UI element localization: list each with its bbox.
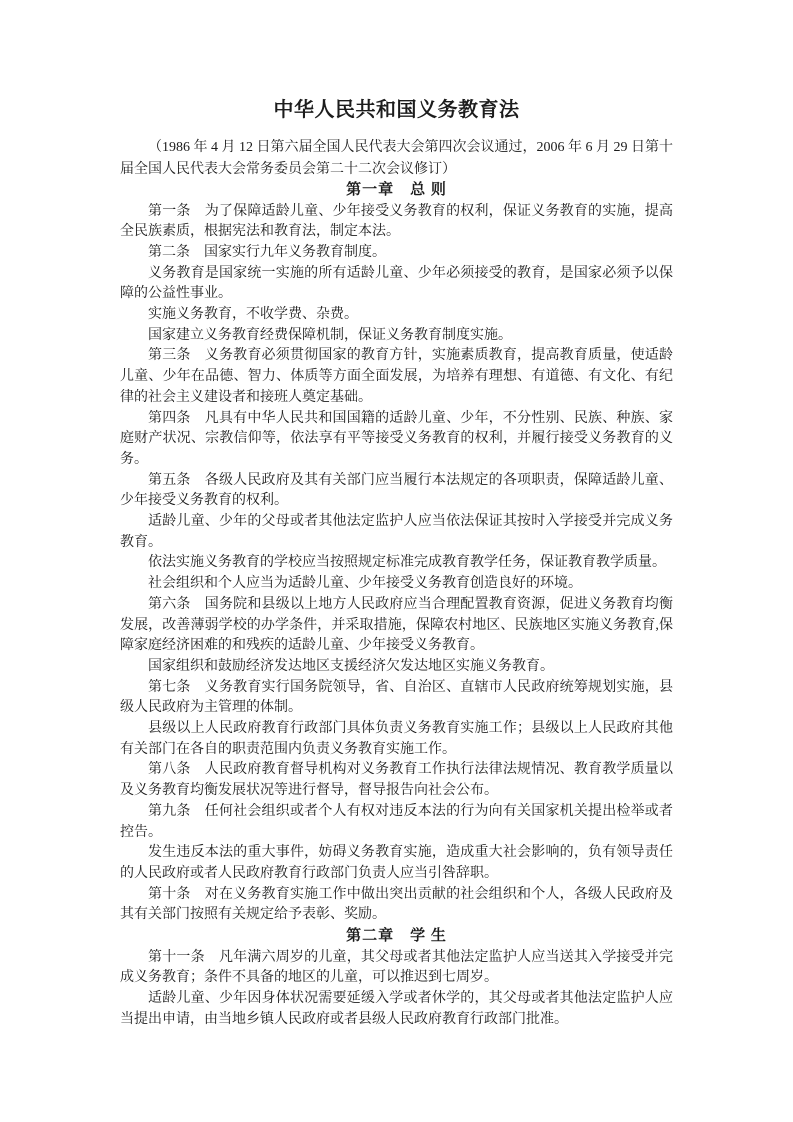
paragraph: 第六条 国务院和县级以上地方人民政府应当合理配置教育资源，促进义务教育均衡发展，改善薄弱学校的办学条件，并采取措施，保障农村地区、民族地区实施义务教育,保障家庭经济困难的和残疾的适龄儿童、少年接受义务教育。	[120, 596, 673, 654]
paragraph: 第十条 对在义务教育实施工作中做出突出贡献的社会组织和个人，各级人民政府及其有关部门按照有关规定给予表彰、奖励。	[120, 886, 673, 923]
paragraph: 第十一条 凡年满六周岁的儿童，其父母或者其他法定监护人应当送其入学接受并完成义务教育；条件不具备的地区的儿童，可以推迟到七周岁。	[120, 949, 673, 986]
paragraph: 第七条 义务教育实行国务院领导，省、自治区、直辖市人民政府统筹规划实施，县级人民政府为主管理的体制。	[120, 679, 673, 716]
paragraph: 第二条 国家实行九年义务教育制度。	[148, 244, 386, 260]
paragraph: 依法实施义务教育的学校应当按照规定标准完成教育教学任务，保证教育教学质量。	[148, 555, 666, 571]
paragraph: 第五条 各级人民政府及其有关部门应当履行本法规定的各项职责，保障适龄儿童、少年接受义务教育的权利。	[120, 472, 673, 509]
paragraph: 实施义务教育，不收学费、杂费。	[148, 307, 358, 323]
paragraph: 社会组织和个人应当为适龄儿童、少年接受义务教育创造良好的环境。	[148, 576, 582, 592]
chapter-heading: 第一章 总 则	[346, 182, 447, 198]
document-title: 中华人民共和国义务教育法	[273, 99, 520, 121]
paragraph: 适龄儿童、少年的父母或者其他法定监护人应当依法保证其按时入学接受并完成义务教育。	[120, 514, 673, 550]
document-content	[120, 96, 673, 1030]
paragraph: 第一条 为了保障适龄儿童、少年接受义务教育的权利，保证义务教育的实施，提高全民族素质，根据宪法和教育法，制定本法。	[120, 203, 673, 240]
chapter-heading: 第二章 学 生	[346, 928, 447, 945]
paragraph: 义务教育是国家统一实施的所有适龄儿童、少年必须接受的教育，是国家必须予以保障的公益性事业。	[120, 265, 673, 302]
paragraph: 第三条 义务教育必须贯彻国家的教育方针，实施素质教育，提高教育质量，使适龄儿童、少年在品德、智力、体质等方面全面发展，为培养有理想、有道德、有文化、有纪律的社会主义建设者和接班人奠定基础。	[120, 348, 673, 405]
paragraph: 适龄儿童、少年因身体状况需要延缓入学或者休学的，其父母或者其他法定监护人应当提出申请，由当地乡镇人民政府或者县级人民政府教育行政部门批准。	[120, 991, 673, 1027]
paragraph: 国家组织和鼓励经济发达地区支援经济欠发达地区实施义务教育。	[148, 658, 554, 674]
paragraph: 发生违反本法的重大事件，妨碍义务教育实施，造成重大社会影响的，负有领导责任的人民政府或者人民政府教育行政部门负责人应当引咎辞职。	[120, 845, 673, 881]
chapters-container	[120, 180, 673, 1030]
paragraph: 第九条 任何社会组织或者个人有权对违反本法的行为向有关国家机关提出检举或者控告。	[120, 803, 673, 840]
document-preamble: （1986 年 4 月 12 日第六届全国人民代表大会第四次会议通过，2006 年 6 月 29 日第十届全国人民代表大会常务委员会第二十二次会议修订）	[120, 140, 673, 177]
paragraph: 县级以上人民政府教育行政部门具体负责义务教育实施工作；县级以上人民政府其他有关部门在各自的职责范围内负责义务教育实施工作。	[120, 721, 673, 757]
paragraph: 国家建立义务教育经费保障机制，保证义务教育制度实施。	[148, 327, 512, 343]
paragraph: 第八条 人民政府教育督导机构对义务教育工作执行法律法规情况、教育教学质量以及义务教育均衡发展状况等进行督导，督导报告向社会公布。	[120, 762, 673, 799]
paragraph: 第四条 凡具有中华人民共和国国籍的适龄儿童、少年，不分性别、民族、种族、家庭财产状况、宗教信仰等，依法享有平等接受义务教育的权利，并履行接受义务教育的义务。	[120, 410, 673, 467]
